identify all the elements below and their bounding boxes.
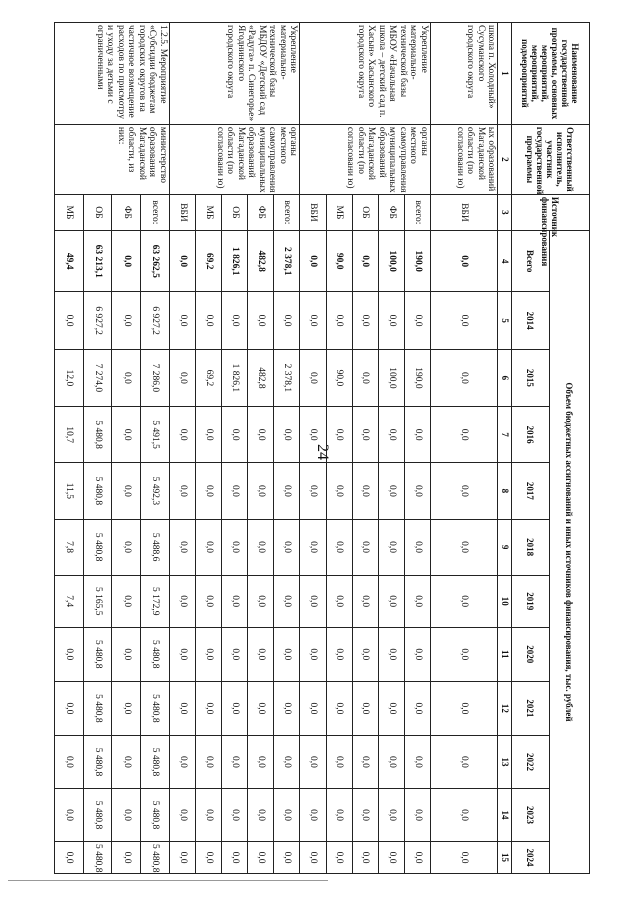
executor: органы местного самоуправления муниципальных образований Магаданской области (по согласовани ю) xyxy=(300,124,431,194)
year-value: 5 480,8 xyxy=(141,681,170,735)
column-index: 11 xyxy=(498,627,512,681)
funding-source: МБ xyxy=(326,194,352,230)
year-value: 0,0 xyxy=(378,463,404,519)
year-value: 0,0 xyxy=(430,292,498,349)
year-value: 0,0 xyxy=(326,681,352,735)
year-value: 0,0 xyxy=(352,407,378,463)
funding-source: ВБИ xyxy=(430,194,498,230)
year-value: 0,0 xyxy=(112,463,141,519)
header-year: 2017 xyxy=(512,463,550,519)
year-value: 10,7 xyxy=(55,407,84,463)
year-value: 0,0 xyxy=(248,788,274,841)
year-value: 0,0 xyxy=(300,842,326,874)
year-value: 0,0 xyxy=(169,519,195,575)
year-value: 0,0 xyxy=(112,407,141,463)
year-value: 0,0 xyxy=(326,463,352,519)
year-value: 0,0 xyxy=(352,463,378,519)
year-value: 0,0 xyxy=(112,788,141,841)
year-value: 0,0 xyxy=(430,681,498,735)
year-value: 0,0 xyxy=(169,842,195,874)
year-value: 0,0 xyxy=(300,681,326,735)
year-value: 0,0 xyxy=(430,349,498,406)
year-value: 0,0 xyxy=(112,519,141,575)
year-value: 5 165,5 xyxy=(83,575,112,627)
year-value: 0,0 xyxy=(404,463,430,519)
year-value: 0,0 xyxy=(274,519,300,575)
column-index: 13 xyxy=(498,735,512,788)
column-index: 14 xyxy=(498,788,512,841)
table-row xyxy=(141,23,170,874)
year-value: 0,0 xyxy=(300,735,326,788)
year-value: 0,0 xyxy=(222,735,248,788)
year-value: 0,0 xyxy=(222,681,248,735)
year-value: 7,4 xyxy=(55,575,84,627)
year-value: 1 826,1 xyxy=(222,349,248,406)
year-value: 5 480,8 xyxy=(141,842,170,874)
year-value: 0,0 xyxy=(378,292,404,349)
total-value: 69,2 xyxy=(196,230,222,292)
rotated-table-container xyxy=(54,22,590,874)
year-value: 0,0 xyxy=(378,842,404,874)
total-value: 63 262,5 xyxy=(141,230,170,292)
year-value: 482,8 xyxy=(248,349,274,406)
header-source: Источник финансирования xyxy=(512,194,590,230)
header-year: 2024 xyxy=(512,842,550,874)
executor: органы местного самоуправления муниципальных образований Магаданской области (по согласовани ю) xyxy=(169,124,300,194)
year-value: 0,0 xyxy=(248,519,274,575)
year-value: 0,0 xyxy=(248,292,274,349)
total-value: 0,0 xyxy=(169,230,195,292)
year-value: 0,0 xyxy=(300,519,326,575)
executor: ых образований Магаданской области (по согласовани ю) xyxy=(430,124,498,194)
year-value: 5 480,8 xyxy=(83,463,112,519)
column-index: 2 xyxy=(498,124,512,194)
column-index: 8 xyxy=(498,463,512,519)
year-value: 5 480,8 xyxy=(141,627,170,681)
year-value: 0,0 xyxy=(430,575,498,627)
year-value: 0,0 xyxy=(274,788,300,841)
year-value: 0,0 xyxy=(352,735,378,788)
year-value: 0,0 xyxy=(326,627,352,681)
year-value: 0,0 xyxy=(326,788,352,841)
column-index: 9 xyxy=(498,519,512,575)
column-index: 10 xyxy=(498,575,512,627)
year-value: 5 480,8 xyxy=(83,681,112,735)
year-value: 0,0 xyxy=(326,407,352,463)
year-value: 0,0 xyxy=(378,627,404,681)
year-value: 0,0 xyxy=(300,788,326,841)
year-value: 0,0 xyxy=(169,735,195,788)
year-value: 0,0 xyxy=(274,681,300,735)
total-value: 49,4 xyxy=(55,230,84,292)
header-year: 2022 xyxy=(512,735,550,788)
year-value: 6 927,2 xyxy=(141,292,170,349)
year-value: 0,0 xyxy=(300,575,326,627)
year-value: 0,0 xyxy=(274,842,300,874)
header-year: 2014 xyxy=(512,292,550,349)
year-value: 5 480,8 xyxy=(141,788,170,841)
column-index: 6 xyxy=(498,349,512,406)
total-value: 100,0 xyxy=(378,230,404,292)
year-value: 0,0 xyxy=(169,407,195,463)
year-value: 0,0 xyxy=(222,788,248,841)
funding-source: ВБИ xyxy=(169,194,195,230)
year-value: 5 480,8 xyxy=(141,735,170,788)
year-value: 0,0 xyxy=(55,627,84,681)
column-index: 12 xyxy=(498,681,512,735)
header-year: 2015 xyxy=(512,349,550,406)
year-value: 0,0 xyxy=(404,735,430,788)
year-value: 0,0 xyxy=(55,842,84,874)
header-year: 2019 xyxy=(512,575,550,627)
year-value: 0,0 xyxy=(430,407,498,463)
funding-source: ОБ xyxy=(83,194,112,230)
year-value: 0,0 xyxy=(430,788,498,841)
year-value: 0,0 xyxy=(196,407,222,463)
year-value: 0,0 xyxy=(248,575,274,627)
year-value: 0,0 xyxy=(404,407,430,463)
year-value: 0,0 xyxy=(378,519,404,575)
year-value: 0,0 xyxy=(274,407,300,463)
year-value: 0,0 xyxy=(112,681,141,735)
header-year: 2018 xyxy=(512,519,550,575)
table-row xyxy=(430,23,498,874)
year-value: 0,0 xyxy=(352,575,378,627)
year-value: 0,0 xyxy=(169,575,195,627)
year-value: 0,0 xyxy=(378,575,404,627)
header-year: 2023 xyxy=(512,788,550,841)
year-value: 0,0 xyxy=(112,349,141,406)
total-value: 2 378,1 xyxy=(274,230,300,292)
year-value: 5 480,8 xyxy=(83,407,112,463)
column-index: 4 xyxy=(498,230,512,292)
funding-source: МБ xyxy=(55,194,84,230)
year-value: 69,2 xyxy=(196,349,222,406)
year-value: 0,0 xyxy=(248,407,274,463)
year-value: 0,0 xyxy=(352,349,378,406)
year-value: 0,0 xyxy=(112,735,141,788)
year-value: 0,0 xyxy=(300,349,326,406)
year-value: 0,0 xyxy=(169,463,195,519)
year-value: 0,0 xyxy=(248,735,274,788)
year-value: 0,0 xyxy=(274,735,300,788)
year-value: 0,0 xyxy=(248,627,274,681)
year-value: 0,0 xyxy=(430,735,498,788)
year-value: 2 378,1 xyxy=(274,349,300,406)
table-row xyxy=(404,23,430,874)
year-value: 0,0 xyxy=(196,575,222,627)
year-value: 0,0 xyxy=(352,519,378,575)
year-value: 0,0 xyxy=(300,463,326,519)
year-value: 0,0 xyxy=(55,735,84,788)
header-group: Объем бюджетных ассигнований и иных источников финансирования, тыс. рублей xyxy=(550,230,590,873)
column-index: 7 xyxy=(498,407,512,463)
year-value: 90,0 xyxy=(326,349,352,406)
year-value: 0,0 xyxy=(196,463,222,519)
total-value: 0,0 xyxy=(352,230,378,292)
year-value: 0,0 xyxy=(196,842,222,874)
year-value: 0,0 xyxy=(404,627,430,681)
header-year: 2016 xyxy=(512,407,550,463)
year-value: 0,0 xyxy=(352,292,378,349)
year-value: 0,0 xyxy=(169,292,195,349)
year-value: 5 480,8 xyxy=(83,519,112,575)
year-value: 0,0 xyxy=(196,519,222,575)
year-value: 5 480,8 xyxy=(83,842,112,874)
year-value: 0,0 xyxy=(55,681,84,735)
year-value: 5 480,8 xyxy=(83,788,112,841)
funding-source: ВБИ xyxy=(300,194,326,230)
year-value: 0,0 xyxy=(352,788,378,841)
year-value: 0,0 xyxy=(169,627,195,681)
year-value: 5 480,8 xyxy=(83,627,112,681)
year-value: 0,0 xyxy=(404,681,430,735)
year-value: 0,0 xyxy=(169,349,195,406)
executor: министерство образования Магаданской области, из них: xyxy=(55,124,170,194)
year-value: 0,0 xyxy=(196,681,222,735)
year-value: 5 172,9 xyxy=(141,575,170,627)
year-value: 0,0 xyxy=(196,788,222,841)
year-value: 0,0 xyxy=(430,519,498,575)
page-number: 24 xyxy=(314,444,331,460)
year-value: 0,0 xyxy=(222,575,248,627)
year-value: 0,0 xyxy=(300,627,326,681)
year-value: 100,0 xyxy=(378,349,404,406)
total-value: 90,0 xyxy=(326,230,352,292)
measure-name: школа п. Холодный» Сусуманского городского округа xyxy=(430,23,498,125)
year-value: 0,0 xyxy=(300,407,326,463)
column-index-row xyxy=(498,23,512,874)
year-value: 0,0 xyxy=(55,788,84,841)
year-value: 0,0 xyxy=(274,575,300,627)
year-value: 0,0 xyxy=(248,842,274,874)
header-year: 2020 xyxy=(512,627,550,681)
year-value: 190,0 xyxy=(404,349,430,406)
column-index: 5 xyxy=(498,292,512,349)
year-value: 0,0 xyxy=(55,292,84,349)
year-value: 0,0 xyxy=(222,519,248,575)
year-value: 0,0 xyxy=(352,681,378,735)
year-value: 0,0 xyxy=(326,292,352,349)
year-value: 0,0 xyxy=(112,292,141,349)
budget-table xyxy=(54,22,590,874)
funding-source: ФБ xyxy=(248,194,274,230)
year-value: 0,0 xyxy=(326,735,352,788)
total-value: 1 826,1 xyxy=(222,230,248,292)
year-value: 0,0 xyxy=(430,627,498,681)
divider-line xyxy=(8,880,328,881)
year-value: 0,0 xyxy=(430,842,498,874)
year-value: 0,0 xyxy=(222,407,248,463)
table-row xyxy=(274,23,300,874)
year-value: 0,0 xyxy=(326,575,352,627)
table-body xyxy=(55,23,499,874)
year-value: 0,0 xyxy=(222,842,248,874)
column-index: 3 xyxy=(498,194,512,230)
total-value: 0,0 xyxy=(112,230,141,292)
year-value: 0,0 xyxy=(378,407,404,463)
year-value: 5 480,8 xyxy=(83,735,112,788)
year-value: 0,0 xyxy=(274,627,300,681)
year-value: 0,0 xyxy=(378,681,404,735)
year-value: 0,0 xyxy=(326,519,352,575)
year-value: 0,0 xyxy=(112,842,141,874)
year-value: 6 927,2 xyxy=(83,292,112,349)
funding-source: ОБ xyxy=(222,194,248,230)
year-value: 0,0 xyxy=(112,575,141,627)
funding-source: всего: xyxy=(274,194,300,230)
year-value: 12,0 xyxy=(55,349,84,406)
year-value: 0,0 xyxy=(169,681,195,735)
year-value: 0,0 xyxy=(404,842,430,874)
year-value: 0,0 xyxy=(404,519,430,575)
year-value: 0,0 xyxy=(248,681,274,735)
year-value: 0,0 xyxy=(300,292,326,349)
year-value: 0,0 xyxy=(222,463,248,519)
column-index: 1 xyxy=(498,23,512,125)
year-value: 5 492,3 xyxy=(141,463,170,519)
total-value: 63 213,1 xyxy=(83,230,112,292)
year-value: 0,0 xyxy=(352,842,378,874)
header-year: 2021 xyxy=(512,681,550,735)
total-value: 0,0 xyxy=(430,230,498,292)
funding-source: всего: xyxy=(141,194,170,230)
funding-source: МБ xyxy=(196,194,222,230)
header-executor: Ответственный исполнитель, участник государственной программы xyxy=(512,124,590,194)
funding-source: всего: xyxy=(404,194,430,230)
year-value: 0,0 xyxy=(352,627,378,681)
year-value: 5 488,6 xyxy=(141,519,170,575)
measure-name: 1.2.5. Мероприятие «Субсидии бюджетам городских округов на частичное возмещение расходов по присмотру и уходу за детьми с ограниченными xyxy=(55,23,170,125)
year-value: 0,0 xyxy=(196,735,222,788)
year-value: 0,0 xyxy=(222,627,248,681)
total-value: 482,8 xyxy=(248,230,274,292)
year-value: 0,0 xyxy=(274,463,300,519)
year-value: 0,0 xyxy=(326,842,352,874)
year-value: 0,0 xyxy=(222,292,248,349)
year-value: 0,0 xyxy=(248,463,274,519)
year-value: 0,0 xyxy=(196,292,222,349)
year-value: 0,0 xyxy=(430,463,498,519)
year-value: 0,0 xyxy=(404,575,430,627)
year-value: 0,0 xyxy=(404,292,430,349)
column-index: 15 xyxy=(498,842,512,874)
total-value: 0,0 xyxy=(300,230,326,292)
year-value: 5 491,5 xyxy=(141,407,170,463)
year-value: 0,0 xyxy=(112,627,141,681)
year-value: 11,5 xyxy=(55,463,84,519)
total-value: 190,0 xyxy=(404,230,430,292)
measure-name: Укрепление материально-технической базы МБДОУ «Детский сад «Радуга» п. Синегорье» Ягоднинского городского округа xyxy=(169,23,300,125)
year-value: 0,0 xyxy=(378,735,404,788)
year-value: 0,0 xyxy=(169,788,195,841)
funding-source: ФБ xyxy=(378,194,404,230)
year-value: 7 274,0 xyxy=(83,349,112,406)
year-value: 0,0 xyxy=(378,788,404,841)
header-name: Наименование государственной программы, основных мероприятий, мероприятий, подмероприятий xyxy=(512,23,590,125)
year-value: 0,0 xyxy=(274,292,300,349)
year-value: 0,0 xyxy=(404,788,430,841)
header-total: Всего xyxy=(512,230,550,292)
year-value: 0,0 xyxy=(196,627,222,681)
funding-source: ФБ xyxy=(112,194,141,230)
measure-name: Укрепление материально-технической базы МБОУ «Начальная школа – детский сад п. Хасын» Хасынского городского округа xyxy=(300,23,431,125)
year-value: 7,8 xyxy=(55,519,84,575)
funding-source: ОБ xyxy=(352,194,378,230)
year-value: 7 286,0 xyxy=(141,349,170,406)
